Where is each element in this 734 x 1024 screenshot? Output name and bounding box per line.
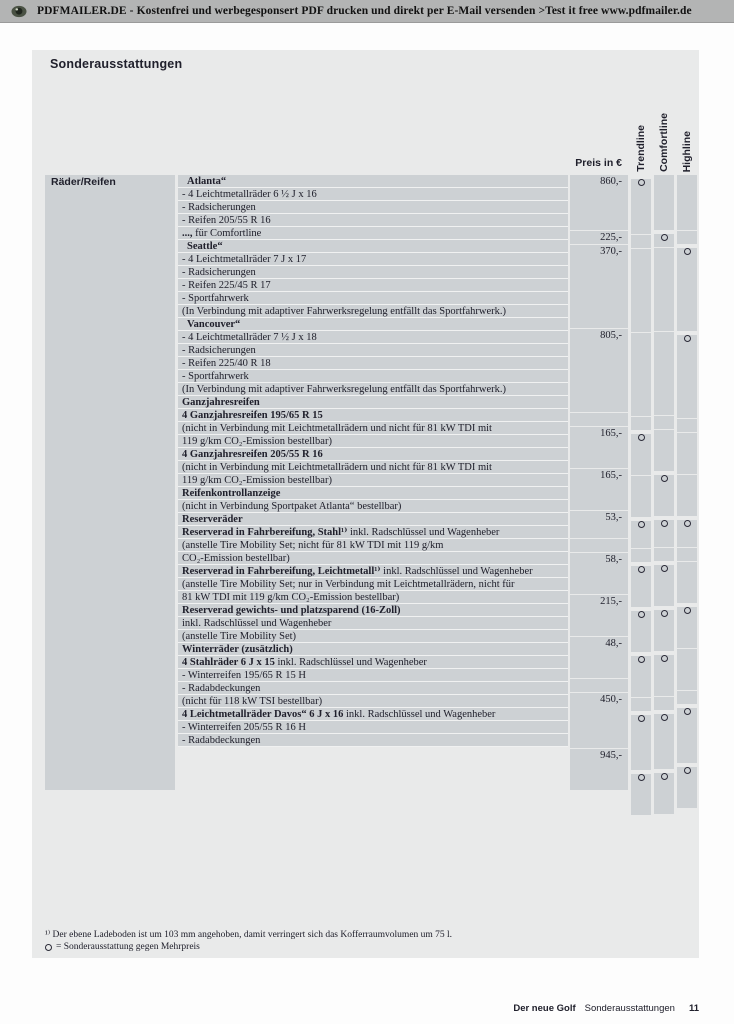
trim-cell — [631, 521, 651, 548]
ad-banner[interactable] — [0, 0, 734, 23]
row-text: - 4 Leichtmetallräder 7 J x 17 — [182, 254, 307, 265]
option-circle-icon — [638, 774, 645, 781]
row-text: (anstelle Tire Mobility Set; nur in Verbindung mit Leichtmetallrädern, nicht für — [182, 579, 515, 590]
trim-cell — [677, 548, 697, 561]
trim-column-trendline — [631, 175, 651, 816]
row-text-bold: Vancouver“ — [187, 319, 241, 330]
table-row — [178, 708, 568, 721]
trim-cell — [654, 234, 674, 247]
row-text: (In Verbindung mit adaptiver Fahrwerksregelung entfällt das Sportfahrwerk.) — [182, 306, 507, 317]
trim-cell — [654, 773, 674, 814]
price-cell: 48,- — [570, 637, 628, 678]
table-row — [178, 344, 568, 357]
trim-cell — [677, 708, 697, 763]
option-circle-icon — [661, 655, 668, 662]
row-text: - Winterreifen 195/65 R 15 H — [182, 670, 306, 681]
trim-cell — [631, 698, 651, 711]
row-text-bold: Seattle“ — [187, 241, 223, 252]
footer-brand: Der neue Golf — [513, 1003, 576, 1014]
option-circle-icon — [661, 234, 668, 241]
table-row — [178, 357, 568, 370]
trim-cell — [677, 691, 697, 704]
table-row — [178, 695, 568, 708]
row-text: - Reifen 225/40 R 18 — [182, 358, 271, 369]
row-text: 119 g/km CO₂-Emission bestellbar) — [182, 475, 332, 486]
column-header-preis: Preis in € — [575, 157, 622, 169]
table-row — [178, 526, 568, 539]
table-row — [178, 227, 568, 240]
trim-cell — [631, 566, 651, 607]
row-text: - Sportfahrwerk — [182, 293, 249, 304]
row-text: inkl. Radschlüssel und Wagenheber — [343, 709, 496, 720]
row-text: (In Verbindung mit adaptiver Fahrwerksregelung entfällt das Sportfahrwerk.) — [182, 384, 507, 395]
table-row — [178, 422, 568, 435]
table-row — [178, 721, 568, 734]
trim-column-highline — [677, 175, 697, 809]
trim-cell — [677, 520, 697, 547]
trim-cell — [631, 417, 651, 430]
table-row — [178, 240, 568, 253]
column-header-comfortline-label: Comfortline — [658, 113, 670, 172]
table-row — [178, 591, 568, 604]
price-cell: 165,- — [570, 469, 628, 510]
trim-cell — [631, 476, 651, 517]
row-text: inkl. Radschlüssel und Wagenheber — [274, 657, 427, 668]
trim-column-comfortline — [654, 175, 674, 815]
price-cell: 860,- — [570, 175, 628, 230]
row-text: für Comfortline — [192, 228, 262, 239]
price-cell — [570, 679, 628, 692]
trim-cell — [677, 607, 697, 648]
option-circle-icon — [661, 520, 668, 527]
footer-section: Sonderausstattungen — [584, 1003, 675, 1014]
row-text: (anstelle Tire Mobility Set; nicht für 81 kW TDI mit 119 g/km — [182, 540, 444, 551]
option-circle-icon — [638, 434, 645, 441]
table-row — [178, 435, 568, 448]
table-row — [178, 461, 568, 474]
trim-cell — [654, 416, 674, 429]
table-row — [178, 513, 568, 526]
column-header-highline — [677, 88, 697, 172]
table-row — [178, 409, 568, 422]
row-text: - Radabdeckungen — [182, 735, 261, 746]
footnote-legend — [45, 941, 452, 953]
price-cell: 450,- — [570, 693, 628, 748]
footnotes — [45, 929, 452, 953]
price-cell: 58,- — [570, 553, 628, 594]
row-text: - Radsicherungen — [182, 267, 256, 278]
table-row — [178, 487, 568, 500]
column-header-trendline — [631, 88, 651, 172]
ad-banner-text: PDFMAILER.DE - Kostenfrei und werbegesponsert PDF drucken und direkt per E-Mail versenden >Test it free www.pdfmailer.de — [37, 5, 692, 17]
category-cell — [45, 175, 175, 790]
trim-cell — [631, 333, 651, 416]
trim-cell — [654, 475, 674, 516]
row-text-bold: Reserveräder — [182, 514, 243, 525]
trim-cell — [631, 179, 651, 234]
column-header-trendline-label: Trendline — [635, 125, 647, 172]
price-cell — [570, 413, 628, 426]
row-text-bold: Reserverad in Fahrbereifung, Leichtmetall¹⁾ — [182, 566, 381, 577]
trim-cell — [631, 235, 651, 248]
row-text: 81 kW TDI mit 119 g/km CO₂-Emission bestellbar) — [182, 592, 400, 603]
trim-cell — [677, 231, 697, 244]
option-circle-icon — [661, 475, 668, 482]
table-row — [178, 201, 568, 214]
description-column — [178, 175, 568, 747]
row-text: (nicht in Verbindung Sportpaket Atlanta“ bestellbar) — [182, 501, 402, 512]
trim-cell — [654, 175, 674, 230]
table-row — [178, 370, 568, 383]
option-circle-icon — [661, 565, 668, 572]
row-text: - Sportfahrwerk — [182, 371, 249, 382]
option-circle-icon — [638, 179, 645, 186]
option-circle-icon — [684, 607, 691, 614]
option-circle-icon — [684, 520, 691, 527]
pdfmailer-logo-icon — [10, 4, 28, 19]
row-text: CO₂-Emission bestellbar) — [182, 553, 290, 564]
trim-cell — [631, 656, 651, 697]
option-circle-icon — [661, 714, 668, 721]
trim-cell — [654, 697, 674, 710]
row-text: - Radsicherungen — [182, 202, 256, 213]
option-circle-icon — [638, 566, 645, 573]
row-text: inkl. Radschlüssel und Wagenheber — [380, 566, 533, 577]
legend-circle-icon — [45, 944, 52, 951]
row-text: - Radabdeckungen — [182, 683, 261, 694]
row-text: - Reifen 205/55 R 16 — [182, 215, 271, 226]
trim-cell — [654, 565, 674, 606]
trim-cell — [654, 655, 674, 696]
row-text: - Winterreifen 205/55 R 16 H — [182, 722, 306, 733]
trim-cell — [631, 715, 651, 770]
trim-cell — [631, 774, 651, 815]
row-text: - Reifen 225/45 R 17 — [182, 280, 271, 291]
table-row — [178, 318, 568, 331]
row-text-bold: Reserverad gewichts- und platzsparend (16-Zoll) — [182, 605, 401, 616]
row-text: inkl. Radschlüssel und Wagenheber — [182, 618, 332, 629]
price-cell: 370,- — [570, 245, 628, 328]
row-text-bold: Reifenkontrollanzeige — [182, 488, 281, 499]
table-row — [178, 552, 568, 565]
option-circle-icon — [684, 767, 691, 774]
trim-cell — [631, 549, 651, 562]
footnote-1: ¹⁾ Der ebene Ladeboden ist um 103 mm angehoben, damit verringert sich das Kofferraumvolumen um 75 l. — [45, 930, 453, 940]
category-label: Räder/Reifen — [51, 176, 116, 188]
option-circle-icon — [684, 335, 691, 342]
table-row — [178, 643, 568, 656]
page-footer — [513, 1003, 699, 1014]
table-row — [178, 188, 568, 201]
trim-cell — [677, 562, 697, 603]
row-text: (anstelle Tire Mobility Set) — [182, 631, 297, 642]
row-text-bold: 4 Stahlräder 6 J x 15 — [182, 657, 275, 668]
trim-cell — [654, 332, 674, 415]
table-row — [178, 266, 568, 279]
trim-cell — [654, 520, 674, 547]
table-row — [178, 279, 568, 292]
row-text-bold: 4 Ganzjahresreifen 195/65 R 15 — [182, 410, 323, 421]
row-text-bold: Ganzjahresreifen — [182, 397, 260, 408]
table-row — [178, 617, 568, 630]
table-row — [178, 630, 568, 643]
column-header-comfortline — [654, 88, 674, 172]
trim-cell — [631, 611, 651, 652]
row-text-bold: ..., — [182, 228, 193, 239]
price-cell: 945,- — [570, 749, 628, 790]
table-row — [178, 734, 568, 747]
trim-cell — [677, 175, 697, 230]
row-text: (nicht für 118 kW TSI bestellbar) — [182, 696, 323, 707]
row-text: inkl. Radschlüssel und Wagenheber — [347, 527, 500, 538]
trim-cell — [654, 610, 674, 651]
footnote-legend-text: = Sonderausstattung gegen Mehrpreis — [56, 942, 200, 952]
price-cell: 165,- — [570, 427, 628, 468]
trim-cell — [677, 433, 697, 474]
row-text-bold: Atlanta“ — [187, 176, 227, 187]
footer-page-number: 11 — [688, 1003, 699, 1014]
row-text: - Radsicherungen — [182, 345, 256, 356]
table-row — [178, 604, 568, 617]
trim-cell — [654, 714, 674, 769]
table-row — [178, 292, 568, 305]
option-circle-icon — [638, 715, 645, 722]
option-circle-icon — [661, 610, 668, 617]
table-row — [178, 383, 568, 396]
price-cell — [570, 539, 628, 552]
row-text-bold: Reserverad in Fahrbereifung, Stahl¹⁾ — [182, 527, 348, 538]
option-circle-icon — [684, 708, 691, 715]
trim-cell — [654, 248, 674, 331]
trim-cell — [654, 430, 674, 471]
table-row — [178, 331, 568, 344]
table-row — [178, 253, 568, 266]
option-circle-icon — [684, 248, 691, 255]
table-row — [178, 656, 568, 669]
trim-cell — [677, 248, 697, 331]
row-text: - 4 Leichtmetallräder 6 ½ J x 16 — [182, 189, 317, 200]
trim-cell — [654, 548, 674, 561]
category-column — [45, 175, 175, 790]
table-row — [178, 578, 568, 591]
trim-cell — [677, 419, 697, 432]
table-row — [178, 305, 568, 318]
column-header-highline-label: Highline — [681, 130, 693, 172]
row-text: (nicht in Verbindung mit Leichtmetallrädern und nicht für 81 kW TDI mit — [182, 423, 492, 434]
option-circle-icon — [638, 521, 645, 528]
price-cell: 53,- — [570, 511, 628, 538]
option-circle-icon — [661, 773, 668, 780]
table-row — [178, 682, 568, 695]
table-row — [178, 669, 568, 682]
option-circle-icon — [638, 611, 645, 618]
price-cell: 225,- — [570, 231, 628, 244]
trim-cell — [631, 434, 651, 475]
price-cell: 215,- — [570, 595, 628, 636]
table-row — [178, 539, 568, 552]
table-row — [178, 214, 568, 227]
table-row — [178, 396, 568, 409]
row-text-bold: Winterräder (zusätzlich) — [182, 644, 293, 655]
table-row — [178, 500, 568, 513]
row-text-bold: 4 Ganzjahresreifen 205/55 R 16 — [182, 449, 323, 460]
row-text: - 4 Leichtmetallräder 7 ½ J x 18 — [182, 332, 317, 343]
table-row — [178, 448, 568, 461]
table-row — [178, 175, 568, 188]
trim-cell — [631, 249, 651, 332]
trim-cell — [677, 475, 697, 516]
page-title: Sonderausstattungen — [50, 57, 183, 71]
price-cell: 805,- — [570, 329, 628, 412]
row-text: 119 g/km CO₂-Emission bestellbar) — [182, 436, 332, 447]
row-text: (nicht in Verbindung mit Leichtmetallrädern und nicht für 81 kW TDI mit — [182, 462, 492, 473]
table-row — [178, 565, 568, 578]
trim-cell — [677, 649, 697, 690]
trim-cell — [677, 767, 697, 808]
option-circle-icon — [638, 656, 645, 663]
price-column — [570, 175, 628, 791]
trim-cell — [677, 335, 697, 418]
table-row — [178, 474, 568, 487]
row-text-bold: 4 Leichtmetallräder Davos“ 6 J x 16 — [182, 709, 344, 720]
